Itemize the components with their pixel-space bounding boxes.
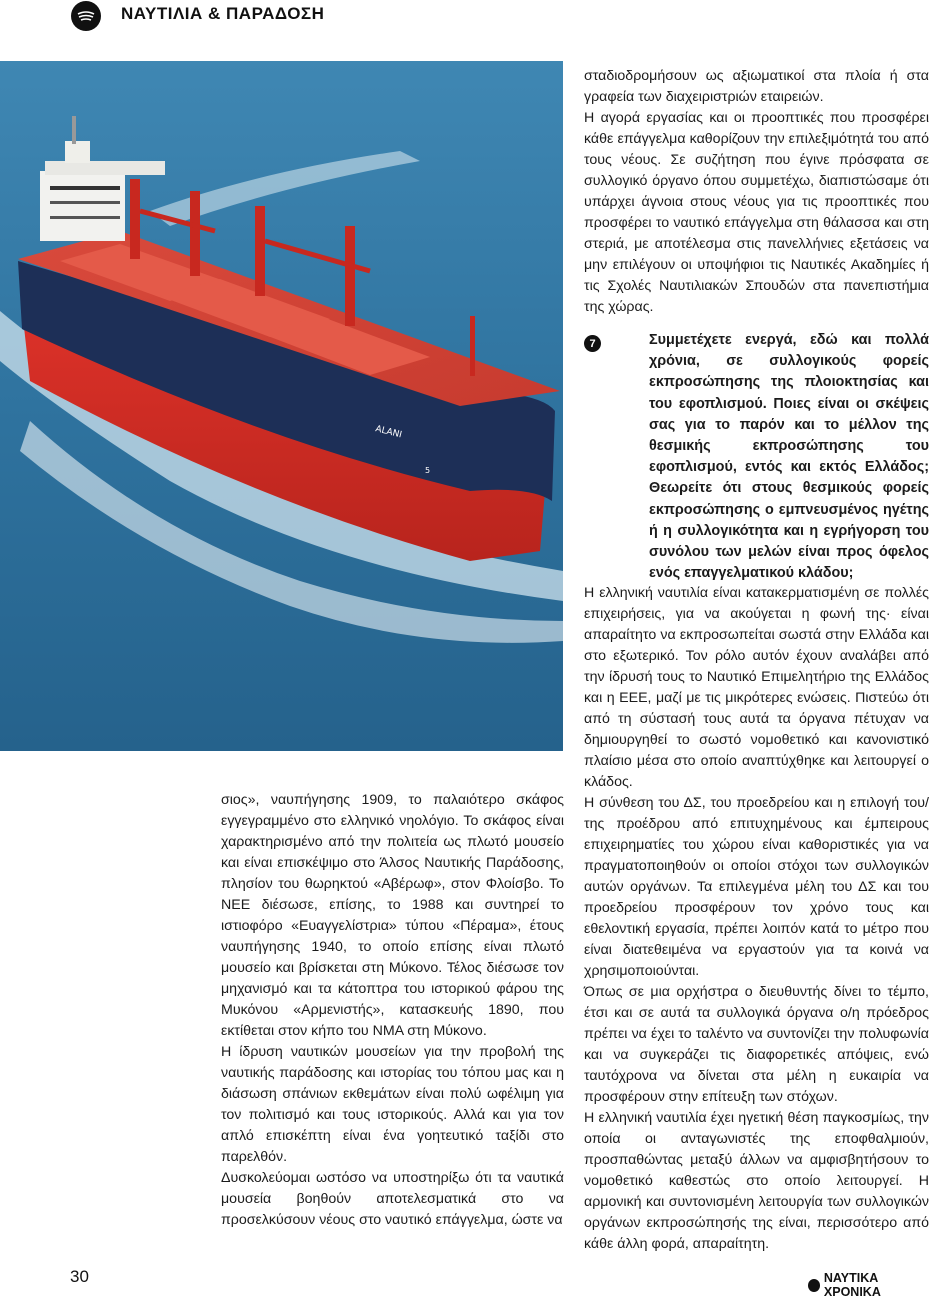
- paragraph: Η αγορά εργασίας και οι προοπτικές που προσφέρει κάθε επάγγελμα καθορίζουν την επιλεξιμότητά του από τους νέους. Σε συζήτηση που έγινε πρόσφατα σε συλλογικό όργανο όπου συμμετέχω, διαπιστώσαμε ότι υπάρχει άγνοια στους νέους για τις προοπτικές που προσφέρει το ναυτικό επάγγελμα στη θάλασσα και στη στεριά, με αποτέλεσμα στις πανελλήνιες εξετάσεις να μην επιλέγουν οι υποψήφιοι τις Ναυτικές Ακαδημίες ή τις Σχολές Ναυτιλιακών Σπουδών στα πανεπιστήμια της χώρας.: [584, 110, 929, 315]
- ship-name-text: ALANI: [374, 424, 403, 441]
- footer-brand: [808, 1271, 929, 1299]
- paragraph: Δυσκολεύομαι ωστόσο να υποστηρίξω ότι τα ναυτικά μουσεία βοηθούν αποτελεσματικά στο να προσελκύσουν νέους στο ναυτικό επάγγελμα, ώστε να: [221, 1170, 564, 1228]
- paragraph: Η ίδρυση ναυτικών μουσείων για την προβολή της ναυτικής παράδοσης και ιστορίας του τόπου μας και η διάσωση σπάνιων εκθεμάτων είναι πολύ ωφέλιμη για τον πολιτισμό και τους ιστορικούς. Αλλά και για τον απλό επισκέπτη είναι ένα γοητευτικό ταξίδι στο παρελθόν.: [221, 1044, 564, 1165]
- page-number: 30: [70, 1267, 89, 1286]
- paragraph: Όπως σε μια ορχήστρα ο διευθυντής δίνει το τέμπο, έτσι και σε αυτά τα συλλογικά όργανα ο/η πρόεδρος πρέπει να έχει το ταλέντο να συντονίζει την πολυφωνία και να συγκεράζει τις διαφορετικές απόψεις, ενώ ταυτόχρονα να δίνεται στα μέλη η ευκαιρία να προσφέρουν στην επίτευξη των στόχων.: [584, 984, 929, 1105]
- paragraph: σιος», ναυπήγησης 1909, το παλαιότερο σκάφος εγγεγραμμένο στο ελληνικό νηολόγιο. Το σκάφος είναι χαρακτηρισμένο από την πολιτεία ως πλωτό μουσείο και είναι επισκέψιμο στο Άλσος Ναυτικής Παράδοσης, πλησίον του θωρηκτού «Αβέρωφ», στον Φλοίσβο. Το ΝΕΕ διέσωσε, επίσης, το 1988 και συντηρεί το ιστιοφόρο «Ευαγγελίστρια» τύπου «Πέραμα», έτους ναυπήγησης 1940, το οποίο επίσης είναι πλωτό μουσείο και βρίσκεται στη Μύκονο. Τέλος διέσωσε τον μηχανισμό και τα κάτοπτρα του ιστορικού φάρου της Μυκόνου «Αρμενιστής», κατασκευής 1890, που εκτίθεται στον κήπο του ΝΜΑ στη Μύκονο.: [221, 792, 564, 1039]
- paragraph: Η σύνθεση του ΔΣ, του προεδρείου και η επιλογή του/της προέδρου από επιτυχημένους και έμπειρους επιχειρηματίες του χώρου είναι καθοριστικές για να πραγματοποιηθούν οι οποίοι στόχοι των συλλογικών αυτών οργάνων. Τα επιλεγμένα μέλη του ΔΣ και του προεδρείου προσφέρουν τον χρόνο τους και εθελοντική εργασία, πρέπει λοιπόν κατά το μέτρο που είναι διατεθειμένα να εργαστούν για τα κοινά να χρησιμοποιούνται.: [584, 795, 929, 979]
- brand-name: ΝΑΥΤΙΚΑ ΧΡΟΝΙΚΑ: [823, 1271, 881, 1299]
- interview-question: Συμμετέχετε ενεργά, εδώ και πολλά χρόνια, σε συλλογικούς φορείς εκπροσώπησης της πλοιοκτησίας και του εφοπλισμού. Ποιες είναι οι σκέψεις σας για το παρόν και το μέλλον της θεσμικής εκπροσώπησης του εφοπλισμού, εντός και εκτός Ελλάδος; Θεωρείτε ότι στους θεσμικούς φορείς εκπροσώπησης ο εμπνευσμένος ηγέτης ή η συλλογικότητα και η εγρήγορση του συνόλου των μελών είναι προς όφελος ενός επαγγελματικού κλάδου;: [649, 332, 929, 582]
- magazine-logo-icon: [71, 1, 101, 31]
- paragraph: Η ελληνική ναυτιλία είναι κατακερματισμένη σε πολλές επιχειρήσεις, για να ακούγεται η φωνή της· είναι απαραίτητο να εκπροσωπείται σωστά στην Ελλάδα και στο εξωτερικό. Τον ρόλο αυτόν έχουν αναλάβει από την ίδρυσή τους το Ναυτικό Επιμελητήριο της Ελλάδος και η ΕΕΕ, μαζί με τις μικρότερες ενώσεις. Πιστεύω ότι από τη σύστασή τους αυτά τα όργανα πέτυχαν να δημιουργηθεί το σωστό νομοθετικό και κανονιστικό πλαίσιο μέσα στο οποίο αναπτύχθηκε και λειτουργεί ο κλάδος.: [584, 585, 929, 790]
- ship-photo: [0, 61, 563, 751]
- right-text-column-bottom: [584, 583, 929, 1255]
- paragraph: σταδιοδρομήσουν ως αξιωματικοί στα πλοία ή στα γραφεία των διαχειριστριών εταιρειών.: [584, 68, 929, 105]
- bow-mark-text: 5: [425, 466, 431, 475]
- paragraph: Η ελληνική ναυτιλία έχει ηγετική θέση παγκοσμίως, την οποία οι ανταγωνιστές της εποφθαλμιούν, προσπαθώντας μεταξύ άλλων να αμφισβητήσουν το νομοθετικό καθεστώς στο οποίο λειτουργεί. Η αρμονική και συντονισμένη λειτουργία των συλλογικών οργάνων εκπροσώπησής της είναι, περισσότερο από κάθε άλλη φορά, απαραίτητη.: [584, 1110, 929, 1252]
- question-number-badge: 7: [584, 335, 601, 352]
- section-title: ΝΑΥΤΙΛΙΑ & ΠΑΡΑΔΟΣΗ: [121, 4, 325, 23]
- brand-logo-icon: [808, 1279, 820, 1292]
- right-text-column-top: [584, 66, 929, 318]
- left-text-column: [221, 790, 564, 1231]
